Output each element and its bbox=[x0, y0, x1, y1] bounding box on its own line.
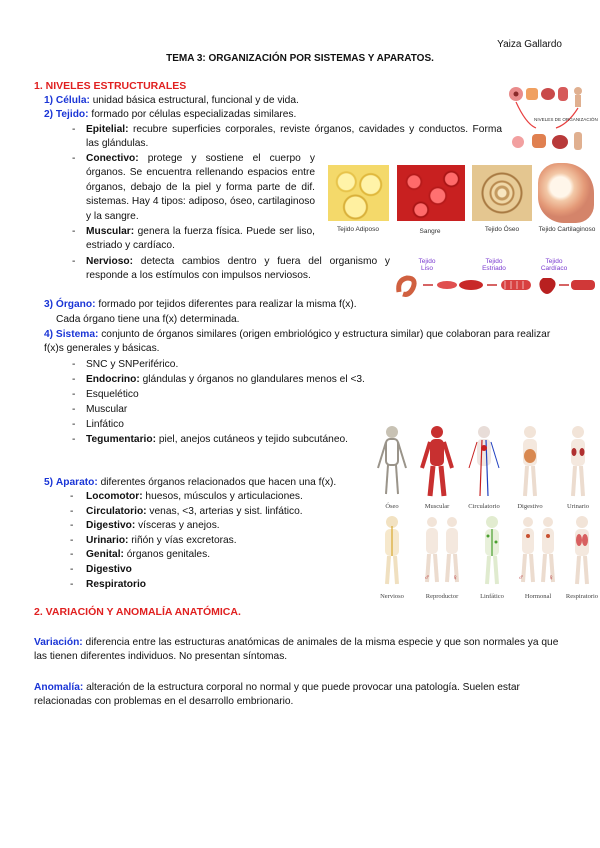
body-systems-figure bbox=[372, 422, 600, 602]
caption-circulatorio-system: Circulatorio bbox=[468, 503, 500, 510]
body-oseo bbox=[378, 426, 406, 494]
caption-tejido-liso: Tejido Liso bbox=[418, 258, 436, 273]
level-organo: 3) Órgano: formado por tejidos diferentes para realizar la misma f(x). bbox=[44, 299, 357, 310]
levels-title: NIVELES DE ORGANIZACIÓN bbox=[534, 117, 598, 122]
aparato-item: - Respiratorio bbox=[70, 578, 147, 590]
caption-oseo-system: Óseo bbox=[385, 503, 399, 510]
person-icon bbox=[574, 87, 582, 95]
tejido-nervioso: - Nervioso: detecta cambios dentro y fuera del organismo y responde a los estímulos con impulsos nerviosos. bbox=[72, 256, 390, 282]
caption-oseo: Tejido Óseo bbox=[484, 226, 520, 233]
level-sistema: 4) Sistema: conjunto de órganos similares (origen embriológico y estructura similar) que colaboran para realizar f(x)s generales y básicas. bbox=[44, 329, 551, 355]
muscle-tissue-figure bbox=[393, 270, 598, 300]
caption-cartilaginoso: Tejido Cartilaginoso bbox=[538, 226, 596, 233]
svg-text:♂: ♂ bbox=[518, 573, 524, 582]
aparato-item: - Digestivo bbox=[70, 563, 132, 575]
caption-adiposo: Tejido Adiposo bbox=[337, 226, 379, 233]
caption-digestivo-system: Digestivo bbox=[517, 503, 543, 510]
caption-urinario-system: Urinario bbox=[566, 503, 590, 510]
blood-image bbox=[397, 165, 465, 221]
aparato-item: - Digestivo: vísceras y anejos. bbox=[70, 520, 220, 532]
arm-muscle-icon bbox=[459, 280, 483, 290]
aparato-list bbox=[70, 490, 303, 592]
aparato-item: - Locomotor: huesos, músculos y articulaciones. bbox=[70, 491, 303, 502]
anomalia-paragraph: Anomalía: alteración de la estructura corporal no normal y que puede provocar una patología. Suelen estar relacionadas con problemas en el desarrollo embrionario. bbox=[34, 682, 520, 708]
sistema-item: - Endocrino: glándulas y órganos no glandulares menos el <3. bbox=[72, 374, 365, 385]
variacion-paragraph: Variación: diferencia entre las estructuras anatómicas de animales de la misma especie y que son normales ya que las tienen diferentes individuos. No presentan síntomas. bbox=[34, 637, 559, 663]
page-title: TEMA 3: ORGANIZACIÓN POR SISTEMAS Y APARATOS. bbox=[166, 53, 434, 64]
aparato-item: - Circulatorio: venas, <3, arterias y sist. linfático. bbox=[70, 505, 303, 517]
caption-reproductor-system: Reproductor bbox=[425, 593, 459, 600]
sistema-list bbox=[72, 358, 366, 447]
body-linfatico bbox=[485, 516, 499, 584]
caption-tejido-cardiaco: Tejido Cardíaco bbox=[540, 258, 568, 273]
caption-tejido-estriado: Tejido Estriado bbox=[482, 258, 506, 273]
intestine-icon bbox=[399, 278, 414, 294]
tejido-muscular: - Muscular: genera la fuerza física. Puede ser liso, estriado y cardíaco. bbox=[72, 226, 315, 252]
level-aparato: 5) Aparato: diferentes órganos relacionados que hacen una f(x). bbox=[44, 477, 337, 488]
caption-muscular-system: Muscular bbox=[424, 503, 450, 510]
heart-icon bbox=[539, 278, 555, 294]
sistema-item: - SNC y SNPeriférico. bbox=[72, 359, 179, 370]
sistema-item: - Esquelético bbox=[72, 389, 139, 400]
svg-text:♀: ♀ bbox=[452, 573, 458, 582]
level-tejido: 2) Tejido: formado por células especializadas similares. bbox=[44, 109, 297, 120]
aparato-item: - Genital: órganos genitales. bbox=[70, 549, 211, 561]
body-urinario bbox=[571, 426, 585, 496]
caption-respiratorio-system: Respiratorio bbox=[565, 593, 599, 600]
system-icon bbox=[558, 87, 568, 101]
organization-levels-figure bbox=[506, 84, 598, 156]
cartilage-image bbox=[538, 163, 594, 223]
section2-heading: 2. VARIACIÓN Y ANOMALÍA ANATÓMICA. bbox=[34, 606, 241, 618]
tejido-epitelial: - Epitelial: recubre superficies corporales, reviste órganos, cavidades y conductos. Forma las glándulas. bbox=[72, 124, 502, 150]
body-nervioso bbox=[385, 516, 399, 584]
adipose-tissue-image bbox=[328, 165, 389, 221]
author-name: Yaiza Gallardo bbox=[497, 39, 562, 50]
body-hormonal bbox=[518, 517, 554, 582]
organo-line2: Cada órgano tiene una f(x) determinada. bbox=[56, 314, 240, 325]
body-circulatorio bbox=[469, 426, 499, 496]
section1-heading: 1. NIVELES ESTRUCTURALES bbox=[34, 80, 187, 92]
organ-icon bbox=[541, 88, 555, 100]
sistema-item: - Muscular bbox=[72, 404, 128, 415]
svg-text:♂: ♂ bbox=[424, 573, 430, 582]
body-muscular bbox=[422, 426, 452, 496]
caption-sangre: Sangre bbox=[419, 228, 441, 235]
tissue-icon bbox=[526, 88, 538, 100]
caption-linfatico-system: Linfático bbox=[480, 593, 504, 600]
bone-tissue-image bbox=[472, 165, 532, 221]
caption-hormonal-system: Hormonal bbox=[524, 593, 552, 600]
sistema-item: - Tegumentario: piel, anejos cutáneos y tejido subcutáneo. bbox=[72, 434, 348, 445]
body-respiratorio bbox=[575, 516, 589, 584]
caption-nervioso-system: Nervioso bbox=[380, 593, 404, 600]
body-digestivo bbox=[523, 426, 537, 496]
tejido-conectivo: - Conectivo: protege y sostiene el cuerpo y órganos. Se encuentra rellenando espacios entre órganos, debajo de la piel y forma parte de dif. sistemas. Hay 4 tipos: adiposo, óseo, cartilaginoso y la sangre. bbox=[72, 153, 315, 222]
body-reproductor bbox=[424, 517, 458, 582]
svg-text:♀: ♀ bbox=[548, 573, 554, 582]
level-celula: 1) Célula: unidad básica estructural, funcional y de vida. bbox=[44, 95, 299, 106]
aparato-item: - Urinario: riñón y vías excretoras. bbox=[70, 534, 237, 546]
sistema-item: - Linfático bbox=[72, 419, 124, 430]
